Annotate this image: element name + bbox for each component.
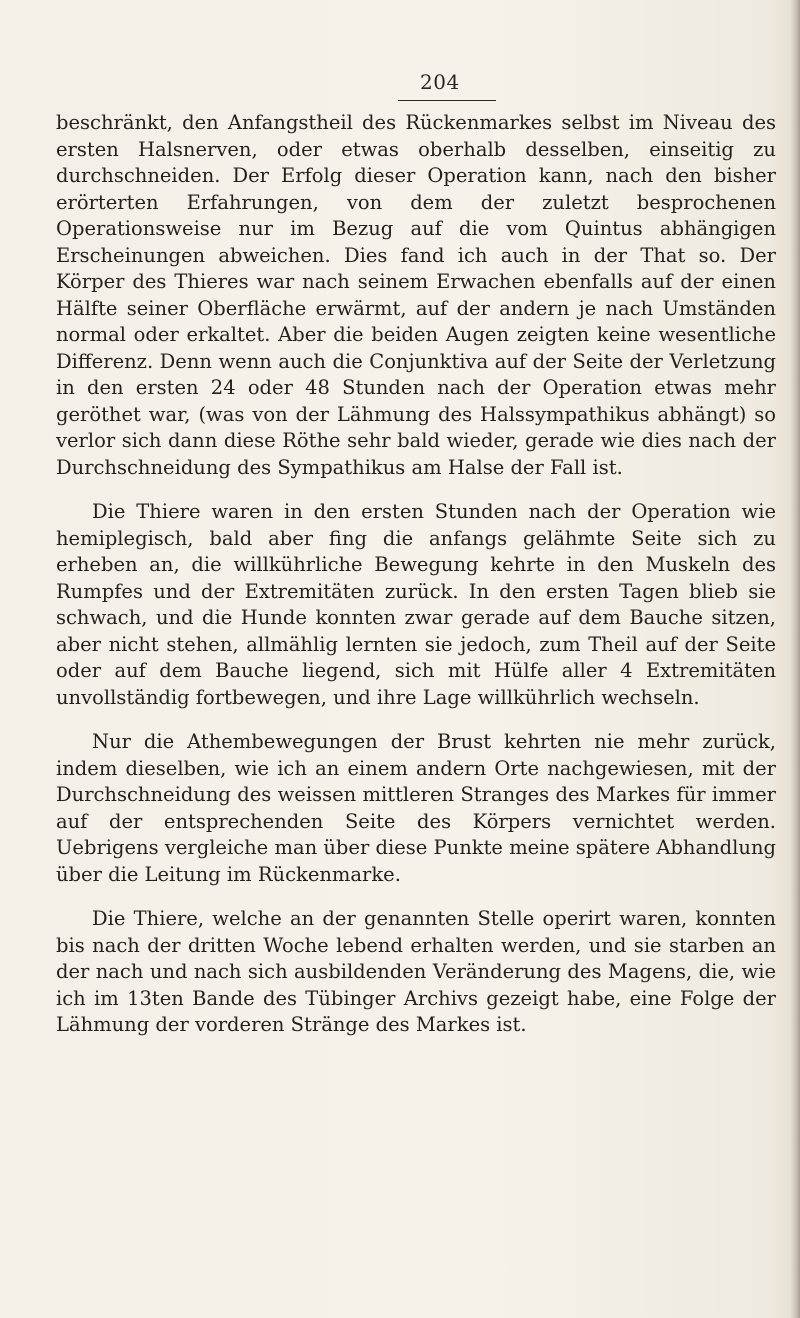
page-number: 204	[420, 70, 460, 94]
paragraph-1: beschränkt, den Anfangstheil des Rückenmarkes selbst im Niveau des ersten Halsnerven, oder etwas oberhalb desselben, einseitig zu durchschneiden. Der Erfolg dieser Operation kann, nach den bisher erörterten Erfahrungen, von dem der zuletzt besprochenen Operationsweise nur im Bezug auf die vom Quintus abhängigen Erscheinungen abweichen. Dies fand ich auch in der That so. Der Körper des Thieres war nach seinem Erwachen ebenfalls auf der einen Hälfte seiner Oberfläche erwärmt, auf der andern je nach Umständen normal oder erkaltet. Aber die beiden Augen zeigten keine wesentliche Differenz. Denn wenn auch die Conjunktiva auf der Seite der Verletzung in den ersten 24 oder 48 Stunden nach der Operation etwas mehr geröthet war, (was von der Lähmung des Halssympathikus abhängt) so verlor sich dann diese Röthe sehr bald wieder, gerade wie dies nach der Durchschneidung des Sympathikus am Halse der Fall ist.	[56, 111, 776, 479]
body-text	[56, 110, 776, 1057]
paragraph-2: Die Thiere waren in den ersten Stunden nach der Operation wie hemiplegisch, bald aber fing die anfangs gelähmte Seite sich zu erheben an, die willkührliche Bewegung kehrte in den Muskeln des Rumpfes und der Extremitäten zurück. In den ersten Tagen blieb sie schwach, und die Hunde konnten zwar gerade auf dem Bauche sitzen, aber nicht stehen, allmählig lernten sie jedoch, zum Theil auf der Seite oder auf dem Bauche liegend, sich mit Hülfe aller 4 Extremitäten unvollständig fortbewegen, und ihre Lage willkührlich wechseln.	[56, 500, 776, 709]
page-edge-shadow	[790, 0, 800, 1318]
paragraph-4: Die Thiere, welche an der genannten Stelle operirt waren, konnten bis nach der dritten Woche lebend erhalten werden, und sie starben an der nach und nach sich ausbildenden Veränderung des Magens, die, wie ich im 13ten Bande des Tübinger Archivs gezeigt habe, eine Folge der Lähmung der vorderen Stränge des Markes ist.	[56, 907, 776, 1036]
paragraph-3: Nur die Athembewegungen der Brust kehrten nie mehr zurück, indem dieselben, wie ich an einem andern Orte nachgewiesen, mit der Durchschneidung des weissen mittleren Stranges des Markes für immer auf der entsprechenden Seite des Körpers vernichtet werden. Uebrigens vergleiche man über diese Punkte meine spätere Abhandlung über die Leitung im Rückenmarke.	[56, 730, 776, 886]
page-number-underline	[398, 100, 496, 101]
